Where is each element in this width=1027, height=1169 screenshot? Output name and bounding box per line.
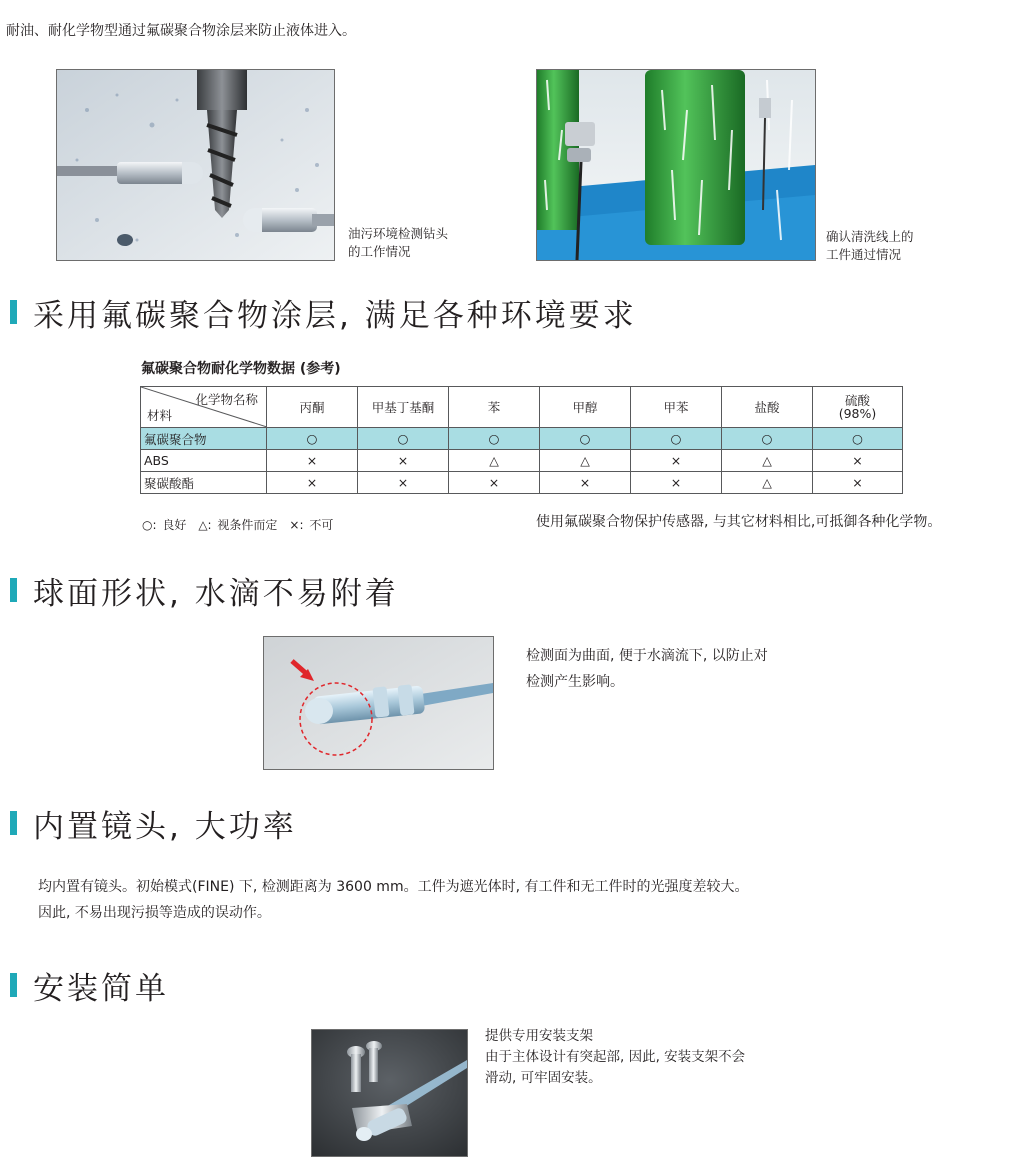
table-cell: ×: [358, 450, 449, 472]
section-title-lens: 内置镜头, 大功率: [10, 805, 297, 841]
table-cell: ×: [813, 450, 903, 472]
table-cell: ○: [358, 428, 449, 450]
table-note: 使用氟碳聚合物保护传感器, 与其它材料相比,可抵御各种化学物。: [536, 514, 942, 530]
table-cell: ×: [449, 472, 540, 494]
chemical-resistance-table: [140, 386, 903, 494]
table-legend: ○: 良好 △: 视条件而定 ×: 不可: [142, 518, 334, 532]
table-corner-cell: 化学物名称 材料: [141, 387, 267, 428]
table-cell: ×: [267, 472, 358, 494]
table-row: [141, 428, 903, 450]
section-title-coating: 采用氟碳聚合物涂层, 满足各种环境要求: [10, 294, 637, 330]
table-cell: ×: [358, 472, 449, 494]
section-marker: [10, 300, 17, 324]
table-row: [141, 450, 903, 472]
table-cell: ×: [631, 450, 722, 472]
table-cell: ○: [722, 428, 813, 450]
section-title-mount: 安装简单: [10, 967, 169, 1003]
wash-caption: 确认清洗线上的 工件通过情况: [826, 229, 914, 262]
drill-photo: [56, 69, 335, 261]
row-material: 氟碳聚合物: [141, 428, 267, 450]
table-row: [141, 472, 903, 494]
table-title: 氟碳聚合物耐化学物数据 (参考): [141, 361, 341, 377]
section-marker: [10, 973, 17, 997]
table-cell: △: [722, 472, 813, 494]
mount-description: 提供专用安装支架 由于主体设计有突起部, 因此, 安装支架不会 滑动, 可牢固安装。: [485, 1028, 746, 1086]
table-cell: ×: [631, 472, 722, 494]
section-marker: [10, 811, 17, 835]
row-material: ABS: [141, 450, 267, 472]
table-cell: ○: [540, 428, 631, 450]
column-header: 甲醇: [540, 387, 631, 428]
section-marker: [10, 578, 17, 602]
table-cell: △: [449, 450, 540, 472]
table-cell: △: [722, 450, 813, 472]
column-header: 甲苯: [631, 387, 722, 428]
row-material: 聚碳酸酯: [141, 472, 267, 494]
table-cell: △: [540, 450, 631, 472]
washing-line-photo: [536, 69, 816, 261]
table-cell: ×: [267, 450, 358, 472]
lens-description: 均内置有镜头。初始模式(FINE) 下, 检测距离为 3600 mm。工件为遮光体时, 有工件和无工件时的光强度差较大。 因此, 不易出现污损等造成的误动作。: [38, 879, 749, 921]
column-header: 甲基丁基酮: [358, 387, 449, 428]
table-cell: ○: [813, 428, 903, 450]
table-cell: ×: [540, 472, 631, 494]
column-header: 硫酸 (98%): [813, 387, 903, 428]
mounting-bracket-photo: [311, 1029, 468, 1157]
table-cell: ○: [267, 428, 358, 450]
column-header: 丙酮: [267, 387, 358, 428]
table-cell: ○: [449, 428, 540, 450]
table-cell: ○: [631, 428, 722, 450]
sphere-description: 检测面为曲面, 便于水滴流下, 以防止对 检测产生影响。: [526, 648, 768, 690]
section-title-sphere: 球面形状, 水滴不易附着: [10, 572, 399, 608]
sphere-sensor-photo: [263, 636, 494, 770]
column-header: 盐酸: [722, 387, 813, 428]
column-header: 苯: [449, 387, 540, 428]
table-cell: ×: [813, 472, 903, 494]
intro-text: 耐油、耐化学物型通过氟碳聚合物涂层来防止液体进入。: [6, 23, 356, 39]
drill-caption: 油污环境检测钻头 的工作情况: [348, 226, 449, 259]
